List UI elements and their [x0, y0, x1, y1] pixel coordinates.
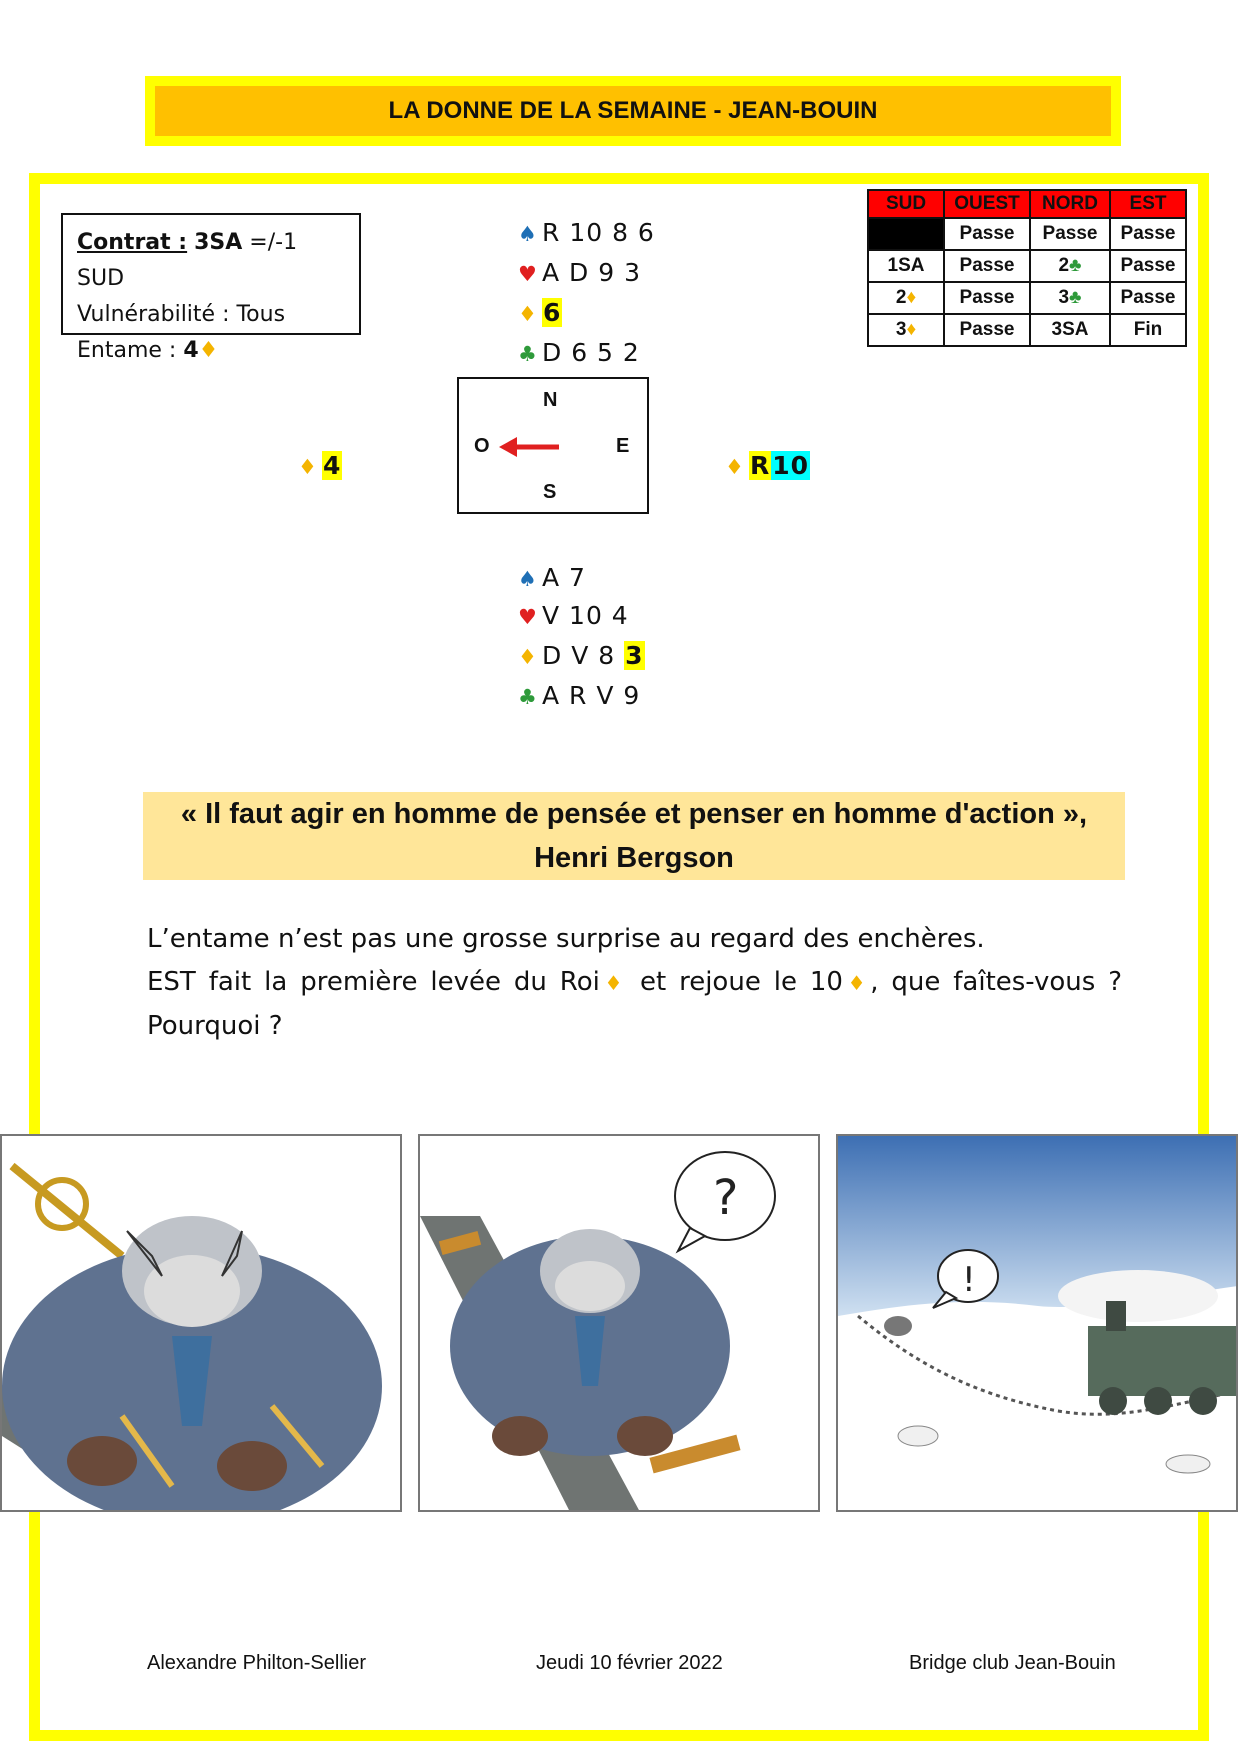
- footer-date: Jeudi 10 février 2022: [536, 1652, 723, 1674]
- bidding-table: [867, 189, 1187, 347]
- club-icon: ♣: [518, 342, 538, 366]
- diamond-icon: ♦: [518, 645, 538, 669]
- club-icon: ♣: [1069, 287, 1082, 308]
- heart-icon: ♥: [518, 605, 538, 629]
- bidding-cell: 3SA: [1030, 314, 1110, 346]
- comic-cat-image: [2, 1136, 402, 1512]
- diamond-icon: ♦: [198, 338, 219, 363]
- compass-east: E: [616, 435, 630, 457]
- body-line-1: L’entame n’est pas une grosse surprise au regard des enchères.: [147, 924, 985, 954]
- arrow-left-icon: [499, 435, 561, 459]
- contract-box: [61, 213, 361, 363]
- bidding-cell-suit: 3♣: [1030, 282, 1110, 314]
- diamond-icon: ♦: [599, 971, 628, 995]
- spade-icon: ♠: [518, 567, 538, 591]
- compass-north: N: [543, 389, 558, 411]
- bidding-cell: Passe: [944, 218, 1030, 250]
- diamond-icon: ♦: [518, 302, 538, 326]
- west-card: ♦ 4: [298, 451, 342, 480]
- bidding-header: [868, 190, 1186, 218]
- bidding-row: [868, 218, 1186, 250]
- compass-west: O: [474, 435, 490, 457]
- diamond-icon: ♦: [906, 287, 917, 308]
- bidding-cell-suit: 3♦: [868, 314, 944, 346]
- bidding-cell: Passe: [1110, 250, 1186, 282]
- bidding-row: [868, 250, 1186, 282]
- contract-result: =/-1 SUD: [77, 230, 298, 291]
- bidding-row: [868, 314, 1186, 346]
- contract-value: 3SA: [194, 230, 243, 255]
- comic-panel-3: [836, 1134, 1238, 1512]
- compass-box: [457, 377, 649, 514]
- north-diamonds: ♦ 6: [518, 298, 562, 327]
- lead-label: Entame :: [77, 338, 177, 363]
- bidding-cell: Passe: [944, 282, 1030, 314]
- header-ouest: OUEST: [944, 190, 1030, 218]
- bidding-cell-empty: [868, 218, 944, 250]
- bidding-cell: Passe: [1110, 282, 1186, 314]
- south-hearts: ♥ V 10 4: [518, 601, 629, 630]
- east-cards: ♦ R10: [725, 451, 810, 480]
- south-diamonds: ♦ D V 8 3: [518, 641, 644, 670]
- diamond-icon: ♦: [906, 319, 917, 340]
- diamond-icon: ♦: [298, 455, 318, 479]
- spade-icon: ♠: [518, 222, 538, 246]
- bidding-cell-suit: 2♦: [868, 282, 944, 314]
- south-clubs: ♣ A R V 9: [518, 681, 641, 710]
- south-spades: ♠ A 7: [518, 563, 586, 592]
- north-clubs: ♣ D 6 5 2: [518, 338, 640, 367]
- quote-author: Henri Bergson: [534, 842, 734, 874]
- club-icon: ♣: [1069, 255, 1082, 276]
- footer-club: Bridge club Jean-Bouin: [909, 1652, 1116, 1674]
- compass-south: S: [543, 481, 557, 503]
- question-mark-text: ?: [713, 1170, 739, 1226]
- comic-cat-image: [420, 1136, 820, 1512]
- quote-box: [143, 792, 1125, 880]
- comic-panel-1: [0, 1134, 402, 1512]
- diamond-icon: ♦: [725, 455, 745, 479]
- exclamation-text: !: [962, 1260, 976, 1300]
- vulnerability: Vulnérabilité : Tous: [77, 302, 286, 327]
- diamond-icon: ♦: [842, 971, 871, 995]
- bidding-cell: Fin: [1110, 314, 1186, 346]
- north-spades: ♠ R 10 8 6: [518, 218, 655, 247]
- bidding-cell: Passe: [1110, 218, 1186, 250]
- footer-author: Alexandre Philton-Sellier: [147, 1652, 367, 1674]
- bidding-cell-suit: 2♣: [1030, 250, 1110, 282]
- header-est: EST: [1110, 190, 1186, 218]
- comic-train-image: [838, 1136, 1238, 1512]
- body-text: [147, 918, 1122, 1048]
- bidding-cell: Passe: [944, 250, 1030, 282]
- contract-line: [77, 225, 345, 297]
- north-hearts: ♥ A D 9 3: [518, 258, 642, 287]
- bidding-cell: Passe: [944, 314, 1030, 346]
- heart-icon: ♥: [518, 262, 538, 286]
- contract-label: Contrat :: [77, 230, 188, 255]
- bidding-cell: 1SA: [868, 250, 944, 282]
- comic-panel-2: [418, 1134, 820, 1512]
- bidding-cell: Passe: [1030, 218, 1110, 250]
- bidding-row: [868, 282, 1186, 314]
- body-line-2: EST fait la première levée du Roi♦ et rejoue le 10♦, que faîtes-vous ? Pourquoi ?: [147, 967, 1123, 1041]
- title-banner: [145, 76, 1121, 146]
- page-title: LA DONNE DE LA SEMAINE - JEAN-BOUIN: [155, 86, 1111, 136]
- header-sud: SUD: [868, 190, 944, 218]
- header-nord: NORD: [1030, 190, 1110, 218]
- quote-text: « Il faut agir en homme de pensée et penser en homme d'action »,: [180, 798, 1088, 830]
- lead-rank: 4: [183, 338, 199, 363]
- club-icon: ♣: [518, 685, 538, 709]
- lead-line: [77, 333, 345, 369]
